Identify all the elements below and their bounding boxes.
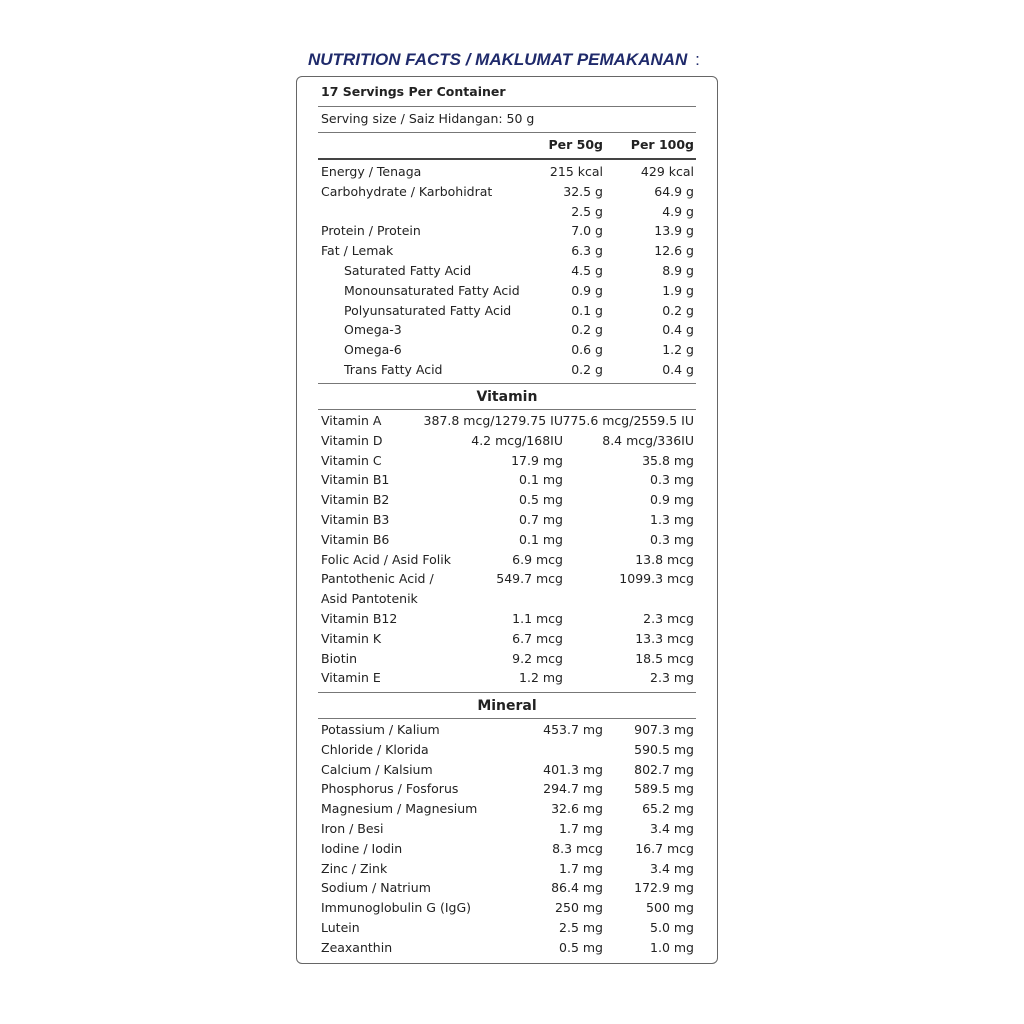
value-per100: 1.0 mg (650, 939, 694, 955)
value-per100: 35.8 mg (642, 452, 694, 468)
value-per50: 0.2 g (571, 322, 603, 338)
value-per50: 1.7 mg (559, 821, 603, 836)
value-per100: 1.3 mg (650, 512, 694, 527)
value-per100: 18.5 mcg (635, 650, 694, 666)
row-label: Calcium / Kalsium (321, 761, 433, 777)
column-header-per100: Per 100g (630, 137, 694, 152)
value-per100: 8.4 mcg/336IU (602, 432, 694, 448)
row-label: Magnesium / Magnesium (321, 801, 478, 817)
value-per50: 4.5 g (571, 263, 603, 278)
row-label: Iron / Besi (321, 821, 384, 836)
value-per100: 907.3 mg (634, 722, 694, 737)
row-label: Protein / Protein (321, 223, 421, 239)
mineral-section-title: Mineral (477, 698, 537, 714)
value-per100: 0.2 g (662, 302, 694, 318)
value-per50: 1.2 mg (519, 670, 563, 686)
value-per100: 775.6 mcg/2559.5 IU (562, 413, 694, 428)
value-per50: 0.6 g (571, 342, 603, 358)
row-label: Zeaxanthin (321, 939, 393, 955)
page-title (308, 50, 700, 70)
row-label: Omega-3 (344, 322, 402, 338)
row-label: Fat / Lemak (321, 243, 394, 259)
column-header-per50: Per 50g (548, 137, 603, 152)
divider (318, 692, 696, 693)
value-per100: 802.7 mg (634, 761, 694, 777)
value-per100: 4.9 g (662, 203, 694, 219)
value-per100: 13.3 mcg (635, 630, 694, 646)
row-label: Polyunsaturated Fatty Acid (344, 302, 512, 318)
value-per50: 0.9 g (571, 282, 603, 298)
value-per100: 1.2 g (662, 342, 694, 358)
row-label: Vitamin B2 (321, 492, 390, 508)
value-per100: 172.9 mg (634, 880, 694, 896)
value-per100: 13.9 g (654, 223, 694, 239)
row-label: Vitamin B3 (321, 512, 390, 527)
value-per50: 387.8 mcg/1279.75 IU (423, 413, 563, 428)
value-per50: 32.5 g (563, 183, 603, 199)
row-label: Trans Fatty Acid (344, 362, 443, 377)
row-label: Monounsaturated Fatty Acid (344, 282, 520, 298)
row-label: Immunoglobulin G (IgG) (321, 900, 472, 916)
value-per50: 0.2 g (571, 362, 603, 377)
value-per50: 1.7 mg (559, 860, 603, 876)
row-label: Biotin (321, 650, 357, 666)
divider (318, 132, 696, 133)
row-label: Vitamin C (321, 452, 382, 468)
value-per50: 6.3 g (571, 243, 603, 259)
value-per50: 250 mg (555, 900, 603, 916)
value-per100: 0.3 mg (650, 472, 694, 488)
value-per50: 7.0 g (571, 223, 603, 239)
value-per100: 0.4 g (662, 362, 694, 377)
value-per50: 294.7 mg (543, 781, 603, 797)
row-label: Chloride / Klorida (321, 741, 429, 757)
value-per100: 2.3 mcg (643, 611, 694, 626)
value-per50: 2.5 g (571, 203, 603, 219)
divider (318, 383, 696, 384)
value-per50: 6.7 mcg (512, 630, 563, 646)
row-label: Carbohydrate / Karbohidrat (321, 183, 493, 199)
row-label: Saturated Fatty Acid (344, 263, 472, 278)
row-label: Zinc / Zink (321, 860, 388, 876)
row-label: Potassium / Kalium (321, 722, 440, 737)
value-per100: 12.6 g (654, 243, 694, 259)
vitamin-section-title: Vitamin (476, 389, 538, 405)
row-label: Energy / Tenaga (321, 164, 422, 179)
value-per100: 3.4 mg (650, 821, 694, 836)
serving-size: Serving size / Saiz Hidangan: 50 g (321, 111, 535, 126)
row-label: Sodium / Natrium (321, 880, 431, 896)
servings-per-container: 17 Servings Per Container (321, 84, 506, 99)
value-per50: 6.9 mcg (512, 551, 563, 567)
value-per100: 5.0 mg (650, 920, 694, 935)
value-per50: 17.9 mg (511, 452, 563, 468)
value-per50: 2.5 mg (559, 920, 603, 935)
divider-thick (318, 158, 696, 160)
value-per50: 1.1 mcg (512, 611, 563, 626)
value-per50: 86.4 mg (551, 880, 603, 896)
value-per100: 589.5 mg (634, 781, 694, 797)
divider (318, 718, 696, 719)
value-per100: 65.2 mg (642, 801, 694, 817)
divider (318, 106, 696, 107)
value-per100: 429 kcal (640, 164, 694, 179)
value-per100: 2.3 mg (650, 670, 694, 686)
value-per50: 0.5 mg (519, 492, 563, 508)
value-per100: 1099.3 mcg (619, 571, 694, 587)
divider (318, 409, 696, 410)
row-label: Vitamin K (321, 630, 382, 646)
value-per100: 590.5 mg (634, 741, 694, 757)
row-label: Pantothenic Acid / (321, 571, 434, 587)
value-per50: 0.7 mg (519, 512, 563, 527)
value-per100: 3.4 mg (650, 860, 694, 876)
value-per100: 13.8 mcg (635, 551, 694, 567)
title-colon: : (695, 50, 700, 69)
value-per50: 215 kcal (549, 164, 603, 179)
value-per100: 16.7 mcg (635, 840, 694, 856)
value-per50: 401.3 mg (543, 761, 603, 777)
title-text: NUTRITION FACTS / MAKLUMAT PEMAKANAN (308, 50, 688, 69)
row-label: Folic Acid / Asid Folik (321, 551, 451, 567)
value-per50: 0.5 mg (559, 939, 603, 955)
row-label: Vitamin E (321, 670, 381, 686)
value-per50: 8.3 mcg (552, 840, 603, 856)
row-label: Iodine / Iodin (321, 840, 403, 856)
value-per50: 0.1 g (571, 302, 603, 318)
row-label: Omega-6 (344, 342, 402, 358)
value-per100: 0.4 g (662, 322, 694, 338)
value-per50: 549.7 mcg (496, 571, 563, 587)
row-label: Asid Pantotenik (321, 591, 418, 607)
value-per50: 4.2 mcg/168IU (471, 432, 563, 448)
value-per50: 9.2 mcg (512, 650, 563, 666)
value-per50: 453.7 mg (543, 722, 603, 737)
row-label: Lutein (321, 920, 360, 935)
row-label: Vitamin B6 (321, 531, 390, 547)
row-label: Phosphorus / Fosforus (321, 781, 459, 797)
value-per50: 0.1 mg (519, 472, 563, 488)
row-label: Vitamin A (321, 413, 382, 428)
row-label: Vitamin D (321, 432, 383, 448)
row-label: Vitamin B1 (321, 472, 390, 488)
value-per100: 64.9 g (654, 183, 694, 199)
value-per100: 500 mg (646, 900, 694, 916)
value-per100: 1.9 g (662, 282, 694, 298)
value-per100: 8.9 g (662, 263, 694, 278)
value-per100: 0.3 mg (650, 531, 694, 547)
row-label: Vitamin B12 (321, 611, 398, 626)
value-per100: 0.9 mg (650, 492, 694, 508)
value-per50: 32.6 mg (551, 801, 603, 817)
value-per50: 0.1 mg (519, 531, 563, 547)
